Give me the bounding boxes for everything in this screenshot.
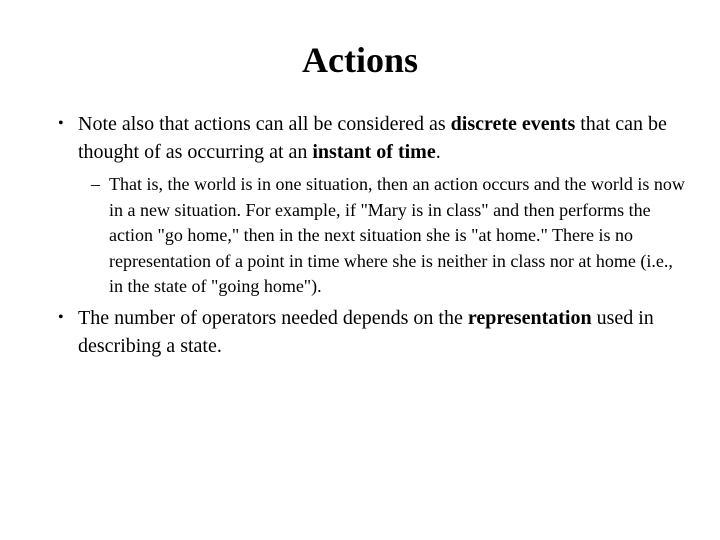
sub-bullet-marker: – bbox=[91, 174, 100, 194]
bold-term-instant-of-time: instant of time bbox=[312, 141, 436, 163]
bullet-marker: • bbox=[58, 308, 64, 326]
bullet-text: used in describing a state. bbox=[78, 306, 654, 357]
bullet-marker: • bbox=[58, 115, 64, 132]
bullet-text: . bbox=[435, 141, 441, 163]
sub-bullet-text: That is, the world is in one situation, then an action occurs and the world is now in a new situation. For example, if "Mary is in class" and then performs the action "go home," then in the next situation she is "at home." There is no representation of a point in time where she is neither in class nor at home (i.e., in the state of "going home"). bbox=[109, 174, 685, 296]
bullet-list bbox=[58, 110, 698, 360]
bold-term-representation: representation bbox=[467, 306, 592, 329]
bold-term-discrete-events: discrete events bbox=[450, 113, 576, 135]
bullet-text: Note also that actions can all be considered as bbox=[78, 113, 451, 135]
bullet-text: that can be thought of as occurring at an bbox=[78, 113, 667, 163]
slide-title: Actions bbox=[302, 40, 418, 80]
bullet-text: The number of operators needed depends on the bbox=[78, 306, 468, 329]
bullet-item-discrete-events bbox=[58, 110, 698, 166]
sub-bullet-item-situation bbox=[91, 172, 689, 300]
bullet-item-operators bbox=[58, 304, 698, 360]
